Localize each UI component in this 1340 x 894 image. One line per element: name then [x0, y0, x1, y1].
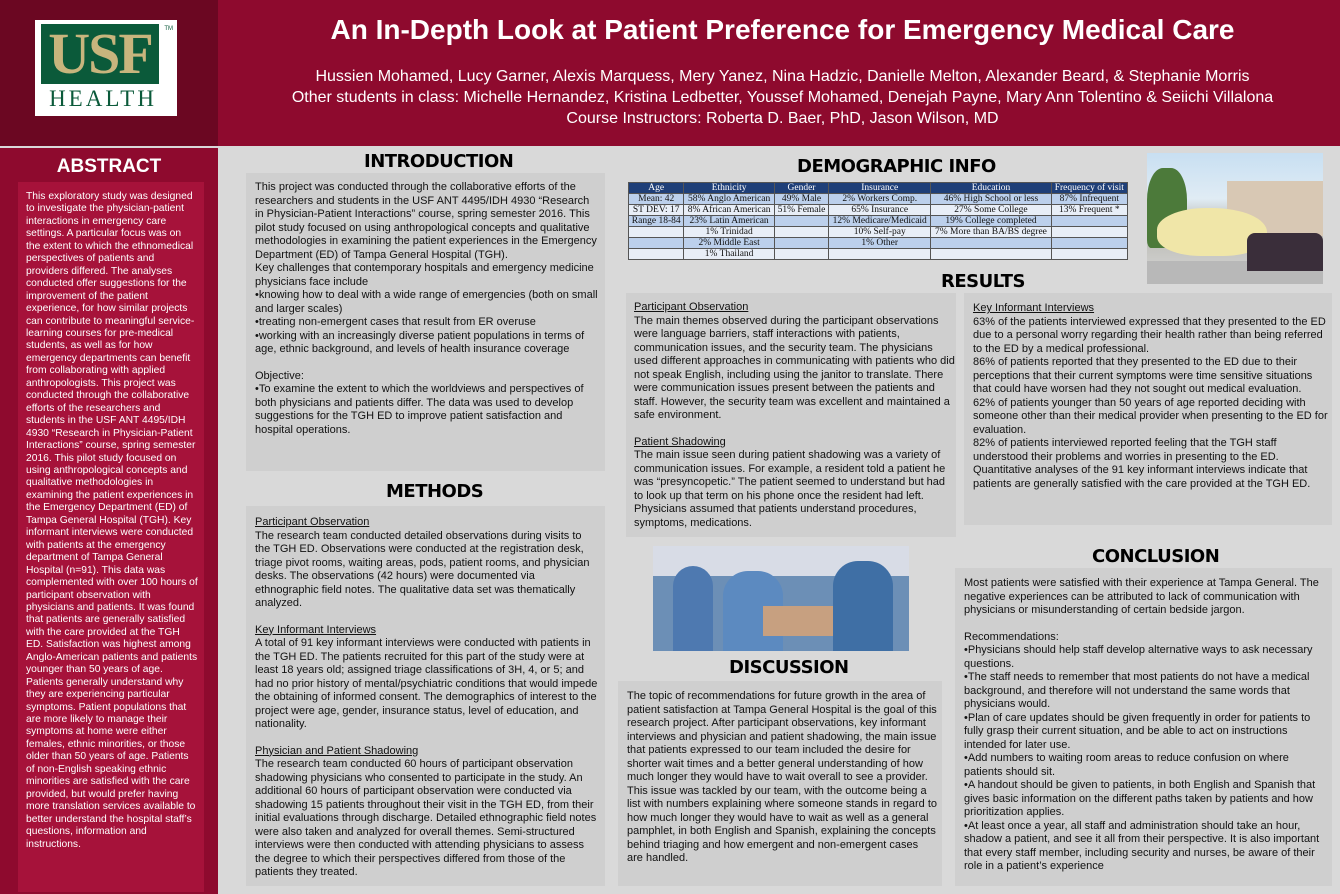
- recommendations-label: Recommendations:: [964, 630, 1059, 643]
- table-cell: 27% Some College: [931, 205, 1051, 216]
- intro-bullet: •treating non-emergent cases that result from ER overuse: [255, 316, 536, 328]
- conclusion-summary: Most patients were satisfied with their experience at Tampa General. The negative experiences can be attributed to lack of communication with physicians or misunderstanding of certain bedside jargon.: [964, 577, 1319, 616]
- table-row: [629, 238, 1128, 249]
- usf-health-logo: [35, 20, 177, 116]
- results-heading: RESULTS: [941, 271, 1025, 292]
- table-cell: 65% Insurance: [829, 205, 931, 216]
- table-cell: 87% Infrequent: [1051, 194, 1127, 205]
- table-header-row: [629, 183, 1128, 194]
- methods-po-text: The research team conducted detailed observations during visits to the TGH ED. Observations were conducted at the registration desk, triage pivot rooms, waiting areas, pods, patient rooms, and physician desks. The observations (42 hours) were documented via ethnographic field notes. The qualitative data set was thematically analyzed.: [255, 529, 590, 609]
- column-header: Insurance: [829, 183, 931, 194]
- introduction-text: [255, 181, 599, 437]
- table-cell: 19% College completed: [931, 216, 1051, 227]
- table-cell: 1% Thailand: [684, 249, 774, 260]
- column-header: Ethnicity: [684, 183, 774, 194]
- table-cell: 51% Female: [774, 205, 828, 216]
- table-cell: 1% Other: [829, 238, 931, 249]
- table-cell: [931, 238, 1051, 249]
- logo-area: [0, 0, 218, 146]
- discussion-text: The topic of recommendations for future growth in the area of patient satisfaction at Tampa General Hospital is the goal of this research project. After participant observations, key informant interviews and physician and patient shadowing, the main issue that patients expressed to our team included the desire for shorter wait times and a better general understanding of how much longer they would have to wait overall to see a provider. This issue was tackled by our team, with the outcome being a list with numbers explaining where someone stands in regard to how much longer they would have to wait as well as a general pamphlet, in both English and Spanish, explaining the concepts behind triaging and how emergent and non-emergent cases are handled.: [627, 690, 937, 864]
- other-students-line: Other students in class: Michelle Hernandez, Kristina Ledbetter, Youssef Mohamed, Denejah Payne, Mary Ann Tolentino & Seiichi Villalona: [291, 89, 1274, 106]
- table-cell: 12% Medicare/Medicaid: [829, 216, 931, 227]
- intro-bullet: •knowing how to deal with a wide range of emergencies (both on small and larger scales): [255, 289, 598, 315]
- table-cell: [774, 249, 828, 260]
- discussion-heading: DISCUSSION: [729, 657, 849, 678]
- methods-ki-text: A total of 91 key informant interviews were conducted with patients in the TGH ED. The patients recruited for this part of the study were at least 18 years old; assigned triage classifications of 3H, 4, or 5; and had no prior history of mental/psychiatric conditions that would impede the obtaining of informed consent. The demographics of interest to the project were age, gender, insurance status, level of education, and nationality.: [255, 637, 598, 730]
- table-cell: 2% Middle East: [684, 238, 774, 249]
- results-left-text: [634, 301, 955, 530]
- results-ki-title: Key Informant Interviews: [973, 302, 1095, 314]
- column-header: Education: [931, 183, 1051, 194]
- table-cell: 23% Latin American: [684, 216, 774, 227]
- intro-challenges: Key challenges that contemporary hospitals and emergency medicine physicians face include: [255, 262, 594, 288]
- intro-paragraph: This project was conducted through the collaborative efforts of the researchers and students in the USF ANT 4495/IDH 4930 “Research in Physician-Patient Interactions” course, spring semester 2016. This pilot study focused on using anthropological concepts and qualitative methodologies in examining the patient experiences in the Emergency Department (ED) of Tampa General Hospital (TGH).: [255, 181, 597, 261]
- table-cell: [629, 249, 684, 260]
- table-cell: 46% High School or less: [931, 194, 1051, 205]
- table-cell: 2% Workers Comp.: [829, 194, 931, 205]
- table-row: [629, 205, 1128, 216]
- table-cell: [774, 238, 828, 249]
- table-cell: [1051, 227, 1127, 238]
- column-header: Age: [629, 183, 684, 194]
- methods-ps-text: The research team conducted 60 hours of participant observation shadowing physicians who consented to participate in the study. An additional 60 hours of participant observation were conducted via shadowing 15 patients throughout their visit in the TGH ED, from their initial evaluations through discharge. Detailed ethnographic field notes were also taken and analyzed for overall themes. Semi-structured interviews were then conducted with attending physicians to assess the degree to which their perspectives differed from those of the patients they treated.: [255, 758, 597, 878]
- objective-text: •To examine the extent to which the worldviews and perspectives of both physicians and patients differ. The data was used to develop suggestions for the TGH ED to improve patient satisfaction and hospital operations.: [255, 383, 584, 436]
- methods-text: [255, 516, 599, 880]
- intro-bullet: •working with an increasingly diverse patient populations in terms of age, ethnic background, and levels of health insurance coverage: [255, 329, 585, 355]
- table-cell: [829, 249, 931, 260]
- table-cell: ST DEV: 17: [629, 205, 684, 216]
- table-cell: [1051, 249, 1127, 260]
- table-cell: Mean: 42: [629, 194, 684, 205]
- recommendation-item: •Add numbers to waiting room areas to reduce confusion on where patients should sit.: [964, 752, 1289, 778]
- conclusion-heading: CONCLUSION: [1092, 546, 1220, 567]
- table-cell: [774, 227, 828, 238]
- results-ki-point: 82% of patients interviewed reported feeling that the TGH staff understood their problems and worries in presenting to the ED.: [973, 437, 1279, 463]
- results-ps-text: The main issue seen during patient shadowing was a variety of communication issues. For example, a resident told a patient he was “presyncopetic.” The patient seemed to understand but had to look up that term on his phone once the resident had left. Physicians assumed that patients understand procedures, symptoms, medications.: [634, 449, 946, 529]
- introduction-heading: INTRODUCTION: [364, 151, 514, 172]
- recommendation-item: •Physicians should help staff develop alternative ways to ask necessary questions.: [964, 644, 1313, 670]
- recommendation-item: •The staff needs to remember that most patients do not have a medical background, and therefore will not understand the same words that physicians would.: [964, 671, 1310, 710]
- table-cell: 8% African American: [684, 205, 774, 216]
- methods-heading: METHODS: [386, 481, 484, 502]
- results-right-text: [973, 302, 1328, 491]
- poster-title: An In-Depth Look at Patient Preference for Emergency Medical Care: [330, 14, 1235, 45]
- results-ki-point: 62% of patients younger than 50 years of age reported deciding with someone other than their medical provider when presenting to the ED for evaluation.: [973, 396, 1328, 436]
- demographic-heading: DEMOGRAPHIC INFO: [797, 156, 996, 177]
- authors-line: Hussien Mohamed, Lucy Garner, Alexis Marquess, Mery Yanez, Nina Hadzic, Danielle Melton, Alexander Beard, & Stephanie Morris: [315, 68, 1250, 85]
- methods-po-title: Participant Observation: [255, 516, 370, 528]
- results-po-text: The main themes observed during the participant observations were language barriers, staff interactions with patients, communication issues, and the security team. The physicians used different approaches in communicating with patients who did not speak English, including using the janitor to translate. There were communication issues present between the patients and staff. However, the security team was excellent and maintained a safe environment.: [634, 314, 955, 421]
- table-cell: 7% More than BA/BS degree: [931, 227, 1051, 238]
- table-cell: [774, 216, 828, 227]
- table-cell: 1% Trinidad: [684, 227, 774, 238]
- abstract-heading: ABSTRACT: [56, 156, 162, 177]
- table-cell: [629, 227, 684, 238]
- table-cell: Range 18-84: [629, 216, 684, 227]
- results-ps-title: Patient Shadowing: [634, 435, 726, 448]
- results-ki-point: Quantitative analyses of the 91 key informant interviews indicate that patients are generally satisfied with the care provided at the TGH ED.: [973, 464, 1311, 490]
- table-row: [629, 249, 1128, 260]
- table-row: [629, 227, 1128, 238]
- table-cell: [931, 249, 1051, 260]
- methods-ps-title: Physician and Patient Shadowing: [255, 744, 419, 757]
- table-cell: [1051, 238, 1127, 249]
- table-row: [629, 194, 1128, 205]
- table-cell: [1051, 216, 1127, 227]
- demographic-table: [628, 182, 1128, 260]
- table-row: [629, 216, 1128, 227]
- results-ki-point: 86% of patients reported that they presented to the ED due to their perceptions that their current symptoms were time sensitive situations that could have worsen had they not sought out medical evaluation.: [973, 356, 1313, 395]
- authors-block: [225, 66, 1340, 129]
- table-cell: [629, 238, 684, 249]
- logo-usf-text: USF: [41, 24, 159, 84]
- instructors-line: Course Instructors: Roberta D. Baer, PhD, Jason Wilson, MD: [566, 110, 999, 127]
- recommendation-item: •Plan of care updates should be given frequently in order for patients to fully grasp their current situation, and be able to act on instructions intended for later use.: [964, 711, 1311, 751]
- conclusion-text: [964, 577, 1326, 874]
- results-ki-point: 63% of the patients interviewed expressed that they presented to the ED due to a personal worry regarding their health rather than being referred to the ED by a medical professional.: [973, 315, 1326, 355]
- logo-health-text: HEALTH: [49, 86, 157, 111]
- recommendation-item: •A handout should be given to patients, in both English and Spanish that gives basic information on the different paths taken by patients and how prioritization applies.: [964, 779, 1316, 818]
- recommendation-item: •At least once a year, all staff and administration should take an hour, shadow a patient, and see it all from their perspective. It is also important that every staff member, including security and nurses, be aware of their role in a patient’s experience: [964, 819, 1320, 872]
- emergency-room-photo: [653, 546, 909, 651]
- table-cell: 49% Male: [774, 194, 828, 205]
- table-cell: 13% Frequent *: [1051, 205, 1127, 216]
- helicopter-group-photo: [1147, 153, 1323, 284]
- results-po-title: Participant Observation: [634, 301, 749, 313]
- logo-trademark: TM: [164, 26, 173, 32]
- objective-label: Objective:: [255, 369, 304, 382]
- table-cell: 10% Self-pay: [829, 227, 931, 238]
- column-header: Gender: [774, 183, 828, 194]
- abstract-text: This exploratory study was designed to investigate the physician-patient interactions in emergency care settings. A particular focus was on the extent to which the ethnomedical perspectives of patients and providers differed. The analyses conducted offer suggestions for the improvement of the patient experience, for how similar projects can contribute to meaningful service-learning courses for pre-medical students, as well as for how emergency departments can benefit from collaborating with applied anthropologists. This project was conducted through the collaborative efforts of the researchers and students in the USF ANT 4495/IDH 4930 “Research in Physician-Patient Interactions” course, spring semester 2016. This pilot study focused on using anthropological concepts and qualitative methodologies in examining the patient experiences in the Emergency Department (ED) of Tampa General Hospital (TGH). Key informant interviews were conducted with patients at the emergency department of Tampa General Hospital (n=91). This data was complemented with over 100 hours of participant observation with physicians and patients. It was found that patients are generally satisfied with the care provided at the TGH ED. Satisfaction was highest among Anglo-American patients and patients younger than 50 years of age. Patients generally understand why they are experiencing particular symptoms. Patient populations that are more likely to manage their symptoms at home were either females, ethnic minorities, or those older than 50 years of age. Patients of non-English speaking ethnic minorities are satisfied with the care provided, but would prefer having more translation services available to better understand the hospital staff’s questions, information and instructions.: [26, 191, 198, 850]
- methods-ki-title: Key Informant Interviews: [255, 623, 377, 636]
- table-cell: 58% Anglo American: [684, 194, 774, 205]
- column-header: Frequency of visit: [1051, 183, 1127, 194]
